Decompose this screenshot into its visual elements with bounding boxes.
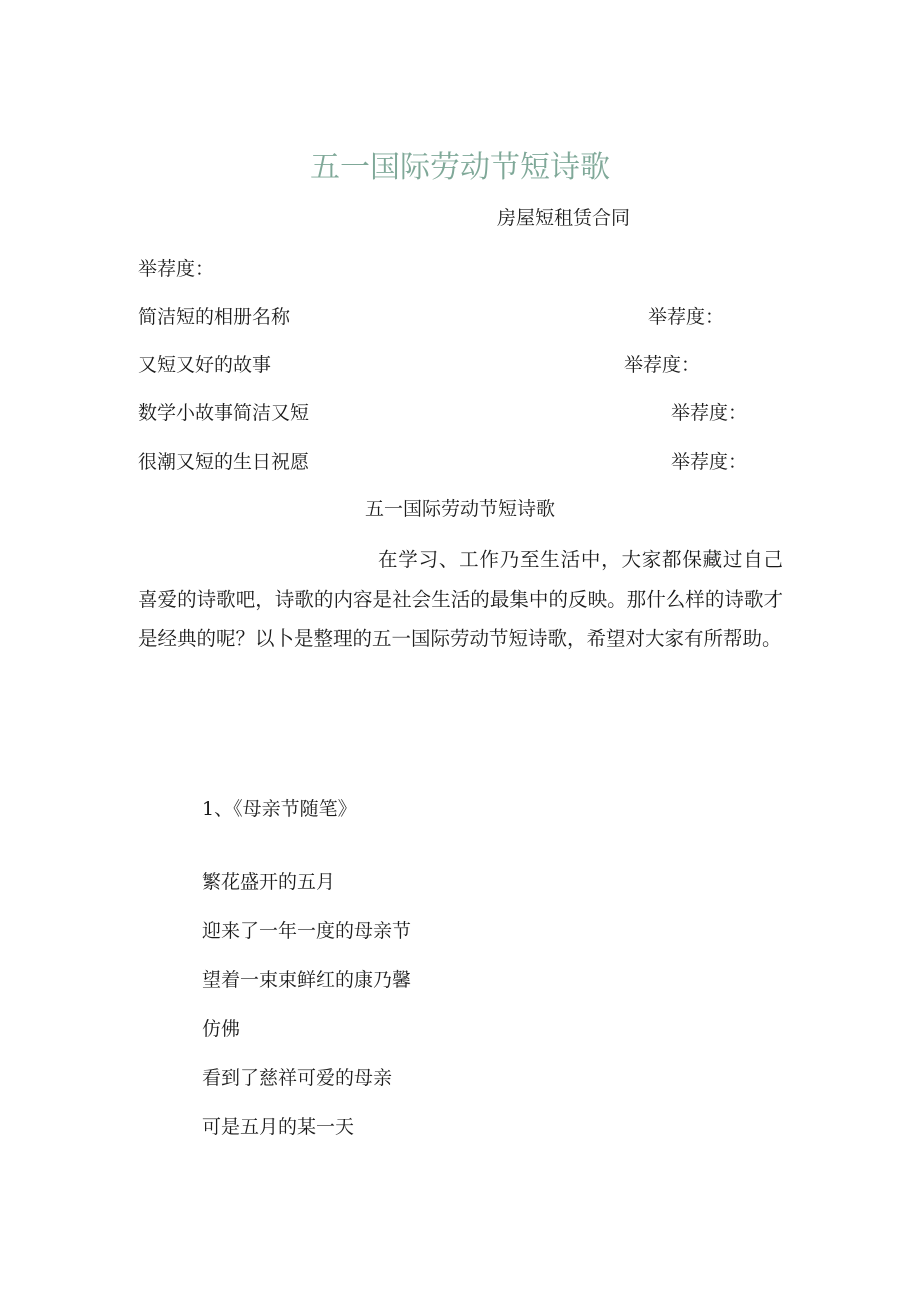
- poem-line: 望着一束束鲜红的康乃馨: [202, 969, 412, 991]
- poem-line: 繁花盛开的五月: [202, 871, 336, 893]
- poem-title: 1、《母亲节随笔》: [202, 798, 357, 820]
- poem-line: 仿佛: [202, 1018, 241, 1040]
- recommend-row-text: 数学小故事简洁又短: [138, 402, 310, 424]
- recommend-row-text: 很潮又短的生日祝愿: [138, 451, 310, 473]
- poem-line: 可是五月的某一天: [202, 1116, 355, 1138]
- poem-line: 看到了慈祥可爱的母亲: [202, 1067, 393, 1089]
- recommend-row-text: 简洁短的相册名称: [138, 306, 291, 328]
- recommend-row-label: 举荐度：: [671, 402, 748, 424]
- recommend-row-label: 举荐度：: [624, 354, 701, 376]
- intro-paragraph: 在学习、工作乃至生活中，大家都保藏过自己喜爱的诗歌吧，诗歌的内容是社会生活的最集中的反映。那什么样的诗歌才是经典的呢？以卜是整理的五一国际劳动节短诗歌，希望对大家有所帮助。: [138, 548, 783, 650]
- document-subtitle: 房屋短租赁合同: [497, 207, 631, 229]
- document-title: 五一国际劳动节短诗歌: [310, 150, 610, 185]
- recommend-row-label: 举荐度：: [648, 306, 725, 328]
- recommend-label: 举荐度：: [138, 258, 215, 280]
- recommend-row-label: 举荐度：: [671, 451, 748, 473]
- section-title: 五一国际劳动节短诗歌: [364, 498, 555, 520]
- recommend-row-text: 又短又好的故事: [138, 354, 272, 376]
- poem-line: 迎来了一年一度的母亲节: [202, 920, 412, 942]
- poem-lines: [202, 868, 411, 1162]
